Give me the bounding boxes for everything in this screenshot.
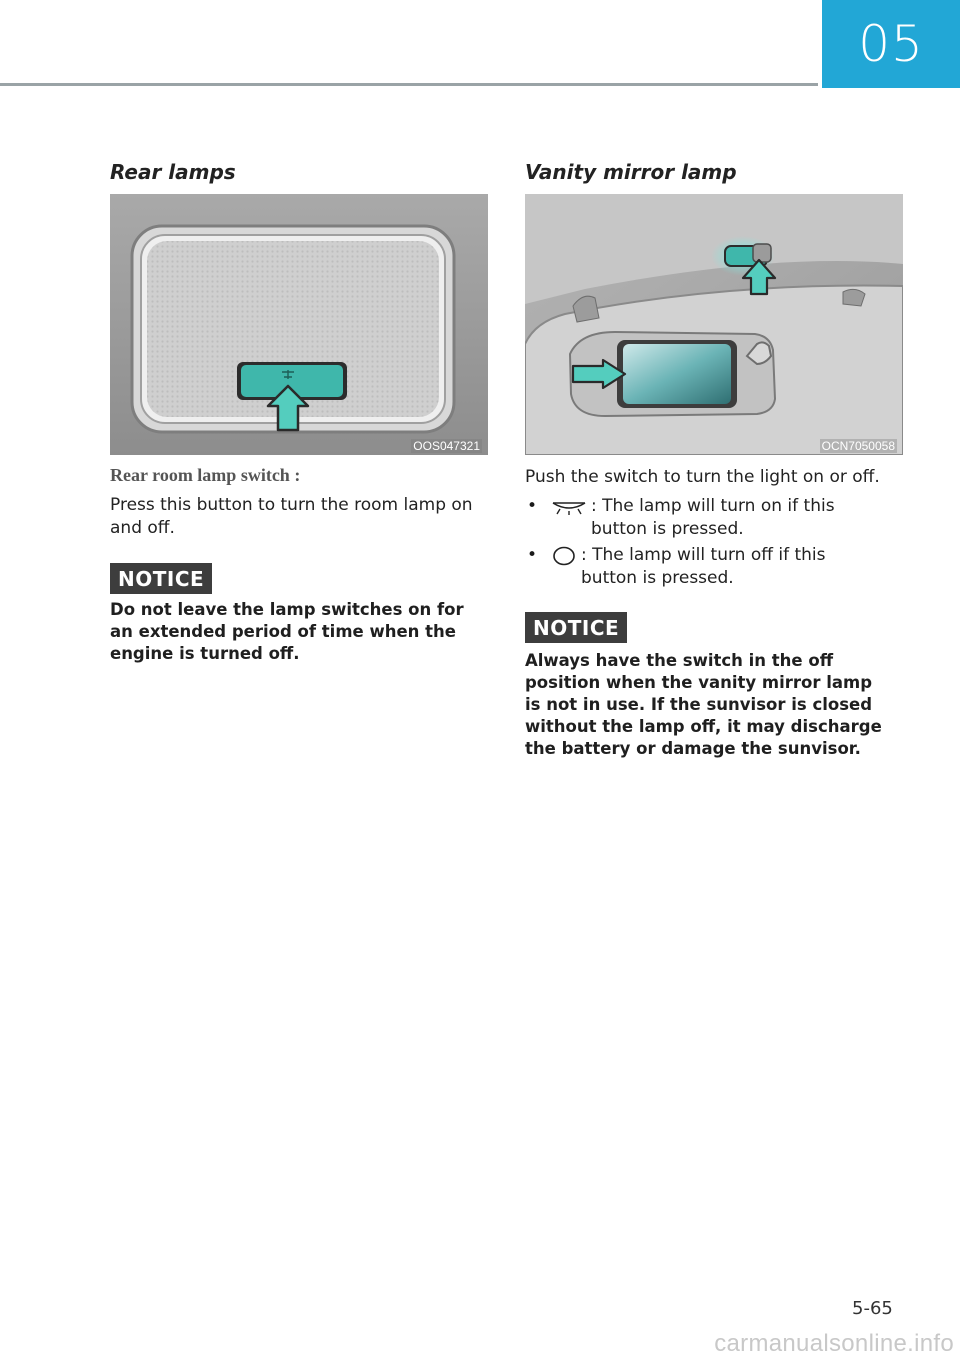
- lamp-off-icon: [551, 546, 577, 566]
- bullet-dot: •: [527, 545, 538, 565]
- vanity-mirror-figure: [525, 194, 903, 455]
- notice-label: NOTICE: [110, 563, 212, 594]
- rear-lamp-description: Press this button to turn the room lamp on and off.: [110, 495, 473, 538]
- notice-text: Do not leave the lamp switches on for an extended period of time when the engine is turned off.: [110, 600, 464, 663]
- vanity-mirror-lamp-title: Vanity mirror lamp: [525, 160, 737, 184]
- rear-room-lamp-caption: Rear room lamp switch :: [110, 465, 301, 485]
- rear-lamp-figure: [110, 194, 488, 455]
- notice-box: [110, 563, 212, 594]
- figure-code: OOS047321: [413, 439, 480, 453]
- vanity-mirror-illustration: [525, 194, 903, 455]
- page-number: 5-65: [852, 1298, 893, 1319]
- chapter-number: 05: [858, 15, 924, 73]
- notice-label: NOTICE: [525, 612, 627, 643]
- vanity-intro: Push the switch to turn the light on or off.: [525, 467, 880, 487]
- lamp-on-text: : The lamp will turn on if this button is pressed.: [591, 496, 835, 539]
- bullet-dot: •: [527, 496, 538, 516]
- figure-code: OCN7050058: [821, 439, 895, 453]
- rear-lamps-title: Rear lamps: [110, 160, 236, 184]
- rear-room-lamp-illustration: [110, 194, 488, 455]
- notice-text: Always have the switch in the off position when the vanity mirror lamp is not in use. If the sunvisor is closed without the lamp off, it may discharge the battery or damage the sunvisor.: [525, 651, 882, 758]
- notice-box: [525, 612, 627, 643]
- watermark: carmanualsonline.info: [714, 1330, 954, 1357]
- chapter-tab: [822, 0, 960, 88]
- lamp-on-icon: [551, 499, 587, 515]
- header-rule: [0, 83, 818, 86]
- lamp-off-text: : The lamp will turn off if this button is pressed.: [581, 545, 826, 588]
